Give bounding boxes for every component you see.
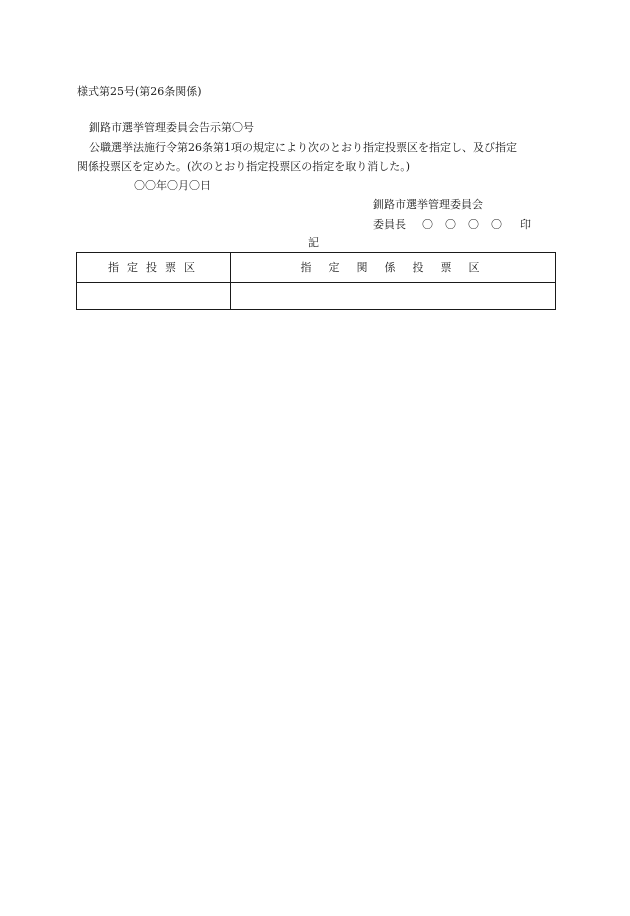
notice-date: 〇〇年〇月〇日 [134,179,211,192]
seal-stamp-label: 印 [520,218,531,231]
notice-body-line-1: 公職選挙法施行令第26条第1項の規定により次のとおり指定投票区を指定し、及び指定 [89,141,517,154]
table-cell-designated-district [77,283,230,309]
name-placeholder-mark: 〇 [445,218,456,231]
designated-district-table [76,252,556,310]
committee-name: 釧路市選挙管理委員会 [373,198,483,211]
notice-title: 釧路市選挙管理委員会告示第〇号 [89,121,254,134]
chairman-label: 委員長 [373,218,406,231]
name-placeholder-mark: 〇 [422,218,433,231]
name-placeholder-mark: 〇 [491,218,502,231]
table-cell-related-district [231,283,555,309]
header-designated-district: 指定投票区 [108,261,203,274]
notice-body-line-2: 関係投票区を定めた。(次のとおり指定投票区の指定を取り消した。) [77,160,411,173]
name-placeholder-mark: 〇 [468,218,479,231]
chairman-signature-line [373,219,531,230]
memo-heading: 記 [308,236,319,249]
form-number: 様式第25号(第26条関係) [77,85,202,98]
header-related-district: 指定関係投票区 [300,261,497,274]
table-row [77,283,555,309]
